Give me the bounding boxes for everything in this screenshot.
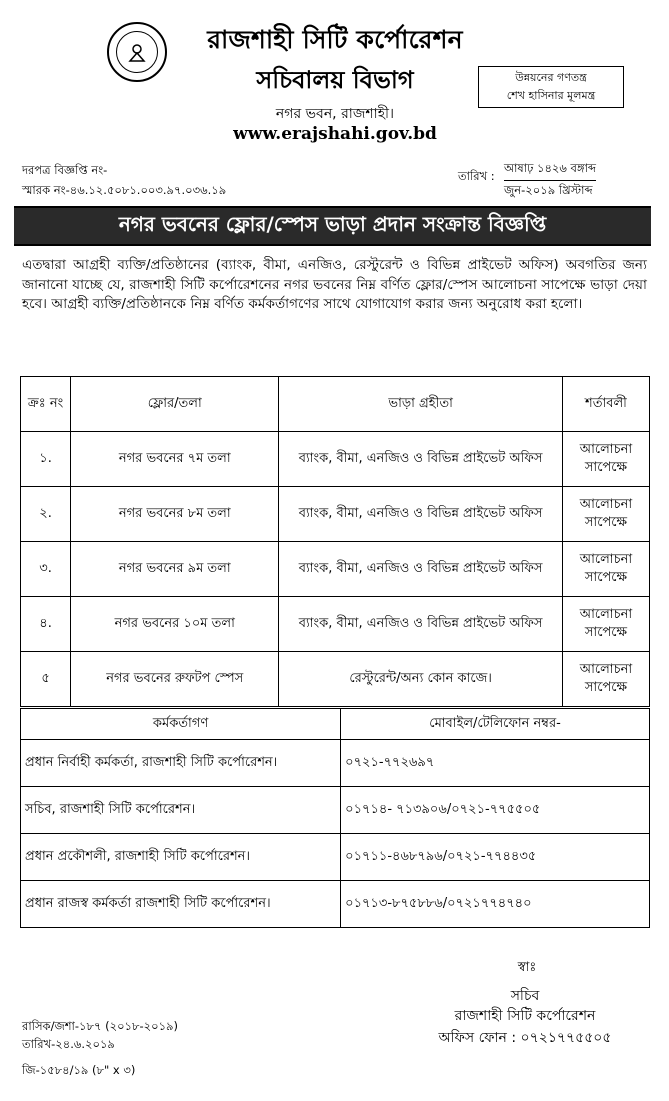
cell-officer: প্রধান রাজস্ব কর্মকর্তা রাজশাহী সিটি কর্পোরেশন। <box>21 881 341 928</box>
table-row <box>21 881 650 928</box>
table-header-row <box>21 377 650 432</box>
cell-tenant: ব্যাংক, বীমা, এনজিও ও বিভিন্ন প্রাইভেট অফিস <box>279 432 562 487</box>
cell-tenant: ব্যাংক, বীমা, এনজিও ও বিভিন্ন প্রাইভেট অফিস <box>279 487 562 542</box>
cell-terms: আলোচনা সাপেক্ষে <box>562 487 649 542</box>
date-bangla: আষাঢ় ১৪২৬ বঙ্গাব্দ <box>504 160 596 181</box>
notice-title-banner <box>14 206 651 246</box>
cell-terms: আলোচনা সাপেক্ষে <box>562 652 649 707</box>
header-serial: ক্রঃ নং <box>21 377 71 432</box>
header-phone: মোবাইল/টেলিফোন নম্বর- <box>341 709 650 740</box>
cell-officer: সচিব, রাজশাহী সিটি কর্পোরেশন। <box>21 787 341 834</box>
address: নগর ভবন, রাজশাহী। <box>275 106 395 122</box>
floor-rental-table <box>20 376 650 707</box>
cell-floor: নগর ভবনের ৯ম তলা <box>71 542 279 597</box>
header-tenant: ভাড়া গ্রহীতা <box>279 377 562 432</box>
signatory-org: রাজশাহী সিটি কর্পোরেশন <box>454 1008 596 1024</box>
cell-serial: ৩. <box>21 542 71 597</box>
cell-officer: প্রধান প্রকৌশলী, রাজশাহী সিটি কর্পোরেশন। <box>21 834 341 881</box>
slogan-line-1: উন্নয়নের গণতন্ত্র <box>515 71 587 84</box>
slogan-box <box>478 66 624 108</box>
cell-tenant: ব্যাংক, বীমা, এনজিও ও বিভিন্ন প্রাইভেট অফিস <box>279 542 562 597</box>
notice-title: নগর ভবনের ফ্লোর/স্পেস ভাড়া প্রদান সংক্রান্ত বিজ্ঞপ্তি <box>118 211 547 236</box>
table-row <box>21 652 650 707</box>
dept-name: সচিবালয় বিভাগ <box>256 65 414 94</box>
header-officer: কর্মকর্তাগণ <box>21 709 341 740</box>
cell-terms: আলোচনা সাপেক্ষে <box>562 432 649 487</box>
signatory-title: সচিব <box>510 988 540 1004</box>
cell-serial: ৫ <box>21 652 71 707</box>
cell-floor: নগর ভবনের রুফটপ স্পেস <box>71 652 279 707</box>
cell-officer: প্রধান নির্বাহী কর্মকর্তা, রাজশাহী সিটি কর্পোরেশন। <box>21 740 341 787</box>
website-link[interactable]: www.erajshahi.gov.bd <box>233 124 437 144</box>
contact-table <box>20 708 650 928</box>
footer-date: তারিখ-২৪.৬.২০১৯ <box>22 1037 115 1051</box>
org-name: রাজশাহী সিটি কর্পোরেশন <box>207 25 463 54</box>
table-row <box>21 787 650 834</box>
header-terms: শর্তাবলী <box>562 377 649 432</box>
table-row <box>21 597 650 652</box>
office-phone: অফিস ফোন : ০৭২১৭৭৫৫০৫ <box>438 1030 612 1046</box>
cell-serial: ২. <box>21 487 71 542</box>
signature-mark: স্বাঃ <box>517 960 537 975</box>
table-row <box>21 740 650 787</box>
cell-phone: ০৭২১-৭৭২৬৯৭ <box>341 740 650 787</box>
cell-serial: ১. <box>21 432 71 487</box>
footer-ad-code: জি-১৫৮৪/১৯ (৮" x ৩) <box>22 1063 136 1077</box>
cell-floor: নগর ভবনের ৭ম তলা <box>71 432 279 487</box>
cell-phone: ০১৭১৪- ৭১৩৯০৬/০৭২১-৭৭৫৫০৫ <box>341 787 650 834</box>
table-row <box>21 834 650 881</box>
seal-icon <box>116 31 158 73</box>
date-label: তারিখ : <box>458 169 495 183</box>
memo-reference: স্মারক নং-৪৬.১২.৫০৮১.০০৩.৯৭.০৩৬.১৯ <box>22 183 227 197</box>
table-row <box>21 432 650 487</box>
intro-paragraph: এতদ্বারা আগ্রহী ব্যক্তি/প্রতিষ্ঠানের (ব্যাংক, বীমা, এনজিও, রেস্টুরেন্ট ও বিভিন্ন প্রাইভেট অফিস) অবগতির জন্য জানানো যাচ্ছে যে, রাজশাহী সিটি কর্পোরেশনের নগর ভবনের নিম্ন বর্ণিত ফ্লোর/স্পেস আলোচনা সাপেক্ষে ভাড়া দেয়া হবে। আগ্রহী ব্যক্তি/প্রতিষ্ঠানকে নিম্ন বর্ণিত কর্মকর্তাগণের সাথে যোগাযোগ করার জন্য অনুরোধ করা হলো। <box>22 257 647 313</box>
city-corporation-logo <box>107 22 167 82</box>
table-header-row <box>21 709 650 740</box>
tender-notice-number: দরপত্র বিজ্ঞপ্তি নং- <box>22 163 108 177</box>
cell-phone: ০১৭১১-৪৬৮৭৯৬/০৭২১-৭৭৪৪৩৫ <box>341 834 650 881</box>
footer-reference: রাসিক/জশা-১৮৭ (২০১৮-২০১৯) <box>22 1019 178 1033</box>
table-row <box>21 487 650 542</box>
header-floor: ফ্লোর/তলা <box>71 377 279 432</box>
cell-tenant: রেস্টুরেন্ট/অন্য কোন কাজে। <box>279 652 562 707</box>
cell-terms: আলোচনা সাপেক্ষে <box>562 597 649 652</box>
date-english: জুন-২০১৯ খ্রিস্টাব্দ <box>504 183 593 197</box>
cell-floor: নগর ভবনের ১০ম তলা <box>71 597 279 652</box>
cell-phone: ০১৭১৩-৮৭৫৮৮৬/০৭২১৭৭৪৭৪০ <box>341 881 650 928</box>
cell-floor: নগর ভবনের ৮ম তলা <box>71 487 279 542</box>
cell-terms: আলোচনা সাপেক্ষে <box>562 542 649 597</box>
cell-serial: ৪. <box>21 597 71 652</box>
slogan-line-2: শেখ হাসিনার মূলমন্ত্র <box>506 89 596 102</box>
cell-tenant: ব্যাংক, বীমা, এনজিও ও বিভিন্ন প্রাইভেট অফিস <box>279 597 562 652</box>
table-row <box>21 542 650 597</box>
